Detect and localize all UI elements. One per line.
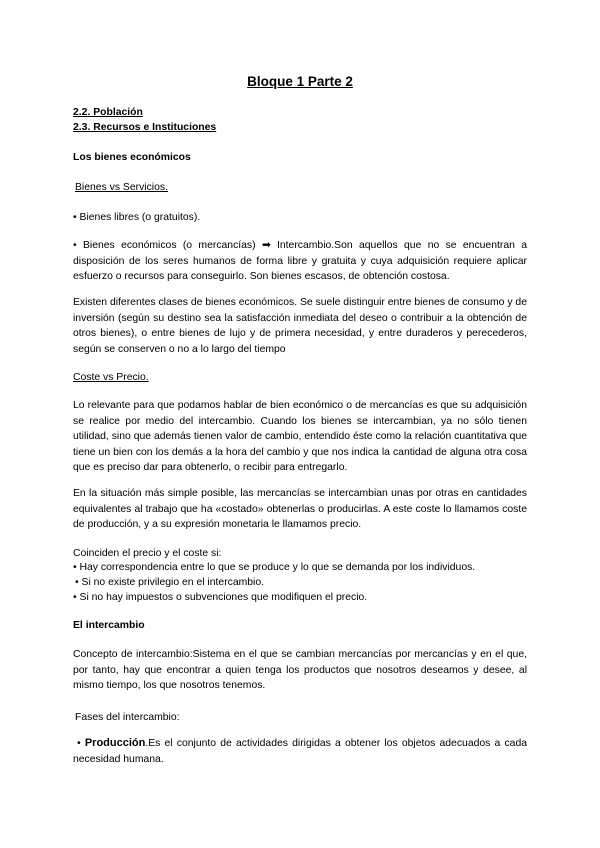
bienes-economicos-prefix: • Bienes económicos (o mercancías) [73, 240, 256, 251]
heading-bienes-economicos: Los bienes económicos [73, 152, 191, 163]
produccion-label: Producción [84, 737, 146, 749]
list-item: • Si no hay impuestos o subvenciones que modifiquen el precio. [73, 592, 368, 603]
paragraph-bienes-economicos [73, 238, 527, 285]
section-heading-poblacion: 2.2. Población [73, 107, 143, 118]
paragraph-situacion: En la situación más simple posible, las mercancías se intercambian unas por otras en cantidades equivalentes al trabajo que ha «costado» obtenerlas o producirlas. A este coste lo llamamos coste de producción, y a su expresión monetaria le llamamos precio. [73, 488, 527, 530]
coinciden-intro: Coinciden el precio y el coste si: [73, 548, 222, 559]
subheading-bienes-vs-servicios: Bienes vs Servicios. [75, 182, 168, 193]
paragraph-clases-bienes: Existen diferentes clases de bienes económicos. Se suele distinguir entre bienes de consumo y de inversión (según su destino sea la satisfacción inmediata del deseo o contribuir a la obtención de otros bienes), o entre bienes de lujo y de primera necesidad, y entre duraderos y perecederos, según se conserven o no a lo largo del tiempo [73, 297, 527, 355]
paragraph-relevante: Lo relevante para que podamos hablar de bien económico o de mercancías es que su adquisición se realice por medio del intercambio. Cuando los bienes se intercambian, ya no sólo tienen utilidad, sino que además tienen valor de cambio, entendido éste como la relación cuantitativa que tiene un bien con los demás a la hora del cambio y que nos indica la cantidad de alguna otra cosa que es preciso dar para obtenerlo, o recibir para entregarlo. [73, 400, 527, 473]
page-title: Bloque 1 Parte 2 [247, 74, 353, 89]
bullet: • [77, 738, 81, 749]
list-item: • Si no existe privilegio en el intercambio. [75, 577, 265, 588]
produccion-text: .Es el conjunto de actividades dirigidas a obtener los objetos adecuados a cada necesidad humana. [73, 738, 528, 765]
paragraph-concepto-intercambio: Concepto de intercambio:Sistema en el que se cambian mercancías por mercancías y en el que, por tanto, hay que encontrar a quien tenga los productos que nosotros deseamos y desee, al mismo tiempo, los que nosotros tenemos. [73, 649, 527, 691]
section-heading-recursos: 2.3. Recursos e Instituciones [73, 122, 217, 133]
fases-intercambio: Fases del intercambio: [75, 712, 180, 723]
list-item: • Hay correspondencia entre lo que se produce y lo que se demanda por los individuos. [73, 562, 476, 573]
arrow-right-icon: ➡ [261, 240, 271, 251]
list-item-bienes-libres: • Bienes libres (o gratuitos). [73, 212, 201, 223]
subheading-coste-vs-precio: Coste vs Precio. [73, 372, 149, 383]
bienes-economicos-text: Intercambio.Son aquellos que no se encuentran a disposición de los seres humanos de forma libre y gratuita y cuya adquisición requiere aplicar esfuerzo o recursos para conseguirlo. Son bienes escasos, de obtención costosa. [73, 240, 528, 282]
paragraph-produccion [73, 736, 527, 767]
heading-el-intercambio: El intercambio [73, 620, 145, 631]
